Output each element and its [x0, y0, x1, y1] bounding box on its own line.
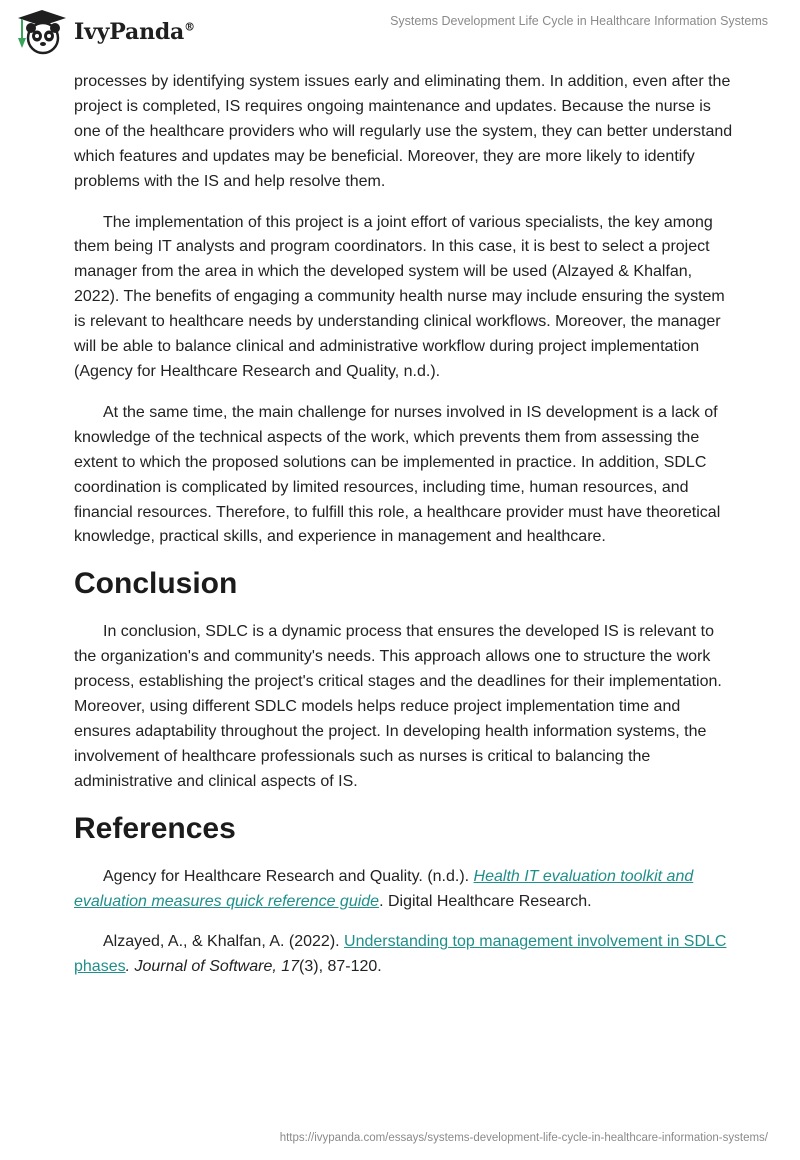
reference-2-link[interactable]: Understanding top management involvement in SDLC phases [74, 933, 727, 976]
reference-1-link[interactable]: Health IT evaluation toolkit and evaluation measures quick reference guide [74, 867, 694, 910]
registered-mark: ® [184, 20, 195, 34]
conclusion-paragraph: In conclusion, SDLC is a dynamic process that ensures the developed IS is relevant to the organization's and community's needs. This approach allows one to structure the work process, establishing the project's critical stages and the deadlines for their implementation. Moreover, using different SDLC models helps reduce project implementation time and ensures adaptability throughout the project. In developing health information systems, the involvement of healthcare professionals such as nurses is critical to balancing the administrative and clinical aspects of IS. [74, 623, 722, 790]
footer-source-url[interactable]: https://ivypanda.com/essays/systems-development-life-cycle-in-healthcare-information-systems/ [279, 1132, 768, 1144]
panda-graduate-icon [14, 8, 70, 56]
paragraph-1: processes by identifying system issues early and eliminating them. In addition, even after the project is completed, IS requires ongoing maintenance and updates. Because the nurse is one of the healthcare providers who will regularly use the system, they can better understand which features and updates may be beneficial. Moreover, they are more likely to identify problems with the IS and help resolve them. [74, 73, 733, 190]
paragraph-3: At the same time, the main challenge for nurses involved in IS development is a lack of knowledge of the technical aspects of the work, which prevents them from assessing the extent to which the proposed solutions can be implemented in practice. In addition, SDLC coordination is complicated by limited resources, including time, human resources, and financial resources. Therefore, to fulfill this role, a healthcare provider must have theoretical knowledge, practical skills, and experience in management and healthcare. [74, 403, 721, 546]
paragraph-2: The implementation of this project is a joint effort of various specialists, the key among them being IT analysts and program coordinators. In this case, it is best to select a project manager from the area in which the developed system will be used (Alzayed & Khalfan, 2022). The benefits of engaging a community health nurse may include ensuring the system is relevant to healthcare needs by understanding clinical workflows. Moreover, the manager will be able to balance clinical and administrative workflow during project implementation (Agency for Healthcare Research and Quality, n.d.). [74, 213, 725, 380]
reference-item-1 [74, 865, 734, 915]
brand-logo[interactable] [14, 8, 244, 60]
reference-2-authors: Alzayed, A., & Khalfan, A. (2022). [103, 933, 345, 951]
conclusion-heading: Conclusion [74, 567, 238, 601]
references-heading: References [74, 811, 236, 845]
page-header [0, 0, 800, 66]
reference-2-journal: . Journal of Software, 17 [125, 958, 300, 976]
reference-item-2 [74, 930, 734, 980]
brand-name: IvyPanda [74, 19, 185, 45]
essay-body [74, 70, 734, 980]
reference-1-publisher: . Digital Healthcare Research. [379, 892, 592, 910]
reference-2-issue: (3), 87-120. [299, 958, 382, 976]
reference-1-authors: Agency for Healthcare Research and Quality. (n.d.). [103, 867, 474, 885]
document-title: Systems Development Life Cycle in Healthcare Information Systems [390, 14, 768, 28]
